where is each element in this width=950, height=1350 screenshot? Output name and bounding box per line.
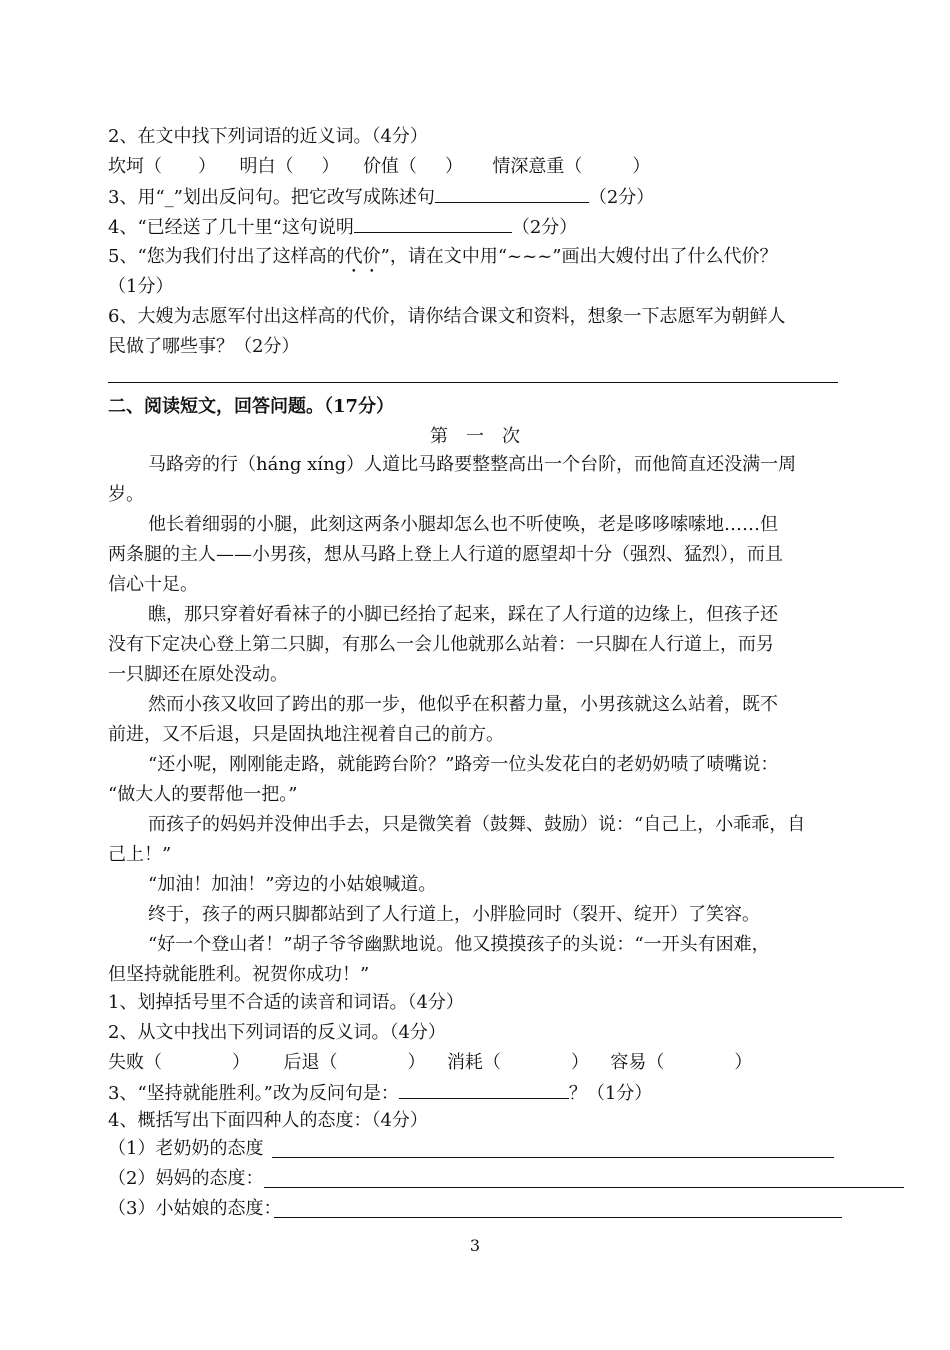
bracket-close: ） bbox=[407, 1052, 426, 1073]
passage-title: 第 一 次 bbox=[430, 426, 520, 447]
attitude-label: （2）妈妈的态度： bbox=[108, 1168, 264, 1189]
s2-question-2: 2、从文中找出下列词语的反义词。（4分） bbox=[108, 1022, 446, 1043]
passage-line: “做大人的要帮他一把。” bbox=[108, 784, 298, 805]
bracket-close: ） bbox=[734, 1052, 753, 1073]
s2-question-1: 1、划掉括号里不合适的读音和词语。（4分） bbox=[108, 992, 464, 1013]
passage-line: 一只脚还在原处没动。 bbox=[108, 664, 288, 685]
question-4 bbox=[108, 214, 577, 241]
bracket-close: ） bbox=[232, 1052, 250, 1073]
passage-line: 前进，又不后退，只是固执地注视着自己的前方。 bbox=[108, 724, 504, 745]
q4-text: 4、“已经送了几十里“这句说明 bbox=[108, 217, 354, 238]
passage-line: 己上！” bbox=[108, 844, 172, 865]
passage-line: 信心十足。 bbox=[108, 574, 198, 595]
passage-line: 然而小孩又收回了跨出的那一步，他似乎在积蓄力量，小男孩就这么站着，既不 bbox=[148, 694, 778, 715]
passage-line: “加油！加油！”旁边的小姑娘喊道。 bbox=[148, 874, 437, 895]
passage-line: 两条腿的主人——小男孩，想从马路上登上人行道的愿望却十分（强烈、猛烈），而且 bbox=[108, 544, 783, 565]
passage-line: 但坚持就能胜利。祝贺你成功！” bbox=[108, 964, 370, 985]
question-6-line1: 6、大嫂为志愿军付出这样高的代价，请你结合课文和资料，想象一下志愿军为朝鲜人 bbox=[108, 306, 786, 327]
s2-question-4: 4、概括写出下面四种人的态度：（4分） bbox=[108, 1110, 428, 1131]
passage-line: 马路旁的行（háng xíng）人道比马路要整整高出一个台阶，而他简直还没满一周 bbox=[148, 454, 797, 475]
word-kanke: 坎坷（ bbox=[108, 156, 162, 177]
q5-text-b: ”，请在文中用“~~~”画出大嫂付出了什么代价？ bbox=[380, 246, 778, 267]
answer-line[interactable] bbox=[274, 1217, 842, 1218]
bracket-close: ） bbox=[632, 156, 651, 177]
attitude-girl bbox=[108, 1196, 281, 1222]
passage-line: “好一个登山者！”胡子爷爷幽默地说。他又摸摸孩子的头说：“一开头有困难， bbox=[148, 934, 770, 955]
attitude-label: （1）老奶奶的态度 bbox=[108, 1138, 264, 1159]
word-xiaohao: 消耗（ bbox=[446, 1052, 501, 1073]
answer-blank[interactable] bbox=[435, 184, 589, 203]
passage-line: 没有下定决心登上第二只脚，有那么一会儿他就那么站着：一只脚在人行道上，而另 bbox=[108, 634, 774, 655]
section-heading: 二、阅读短文，回答问题。（17分） bbox=[108, 396, 395, 417]
word-jiazhi: 价值（ bbox=[362, 156, 417, 177]
passage-line: 岁。 bbox=[108, 484, 144, 505]
word-rongyi: 容易（ bbox=[610, 1052, 665, 1073]
question-5-score: （1分） bbox=[108, 276, 174, 297]
bracket-close: ） bbox=[570, 1052, 589, 1073]
passage-line: 而孩子的妈妈并没伸出手去，只是微笑着（鼓舞、鼓励）说：“自己上，小乖乖，自 bbox=[148, 814, 806, 835]
answer-line[interactable] bbox=[108, 382, 838, 383]
q3-text: 3、用“_”划出反问句。把它改写成陈述句 bbox=[108, 187, 435, 208]
attitude-grandma bbox=[108, 1136, 263, 1162]
word-shibai: 失败（ bbox=[108, 1052, 162, 1073]
answer-line[interactable] bbox=[272, 1157, 834, 1158]
question-2: 2、在文中找下列词语的近义词。（4分） bbox=[108, 126, 428, 147]
passage-line: “还小呢，刚刚能走路，就能跨台阶？”路旁一位头发花白的老奶奶啧了啧嘴说： bbox=[148, 754, 779, 775]
question-3 bbox=[108, 184, 654, 211]
word-mingbai: 明白（ bbox=[239, 156, 294, 177]
question-6-line2: 民做了哪些事？（2分） bbox=[108, 336, 300, 357]
word-houtui: 后退（ bbox=[283, 1052, 338, 1073]
answer-blank[interactable] bbox=[399, 1080, 569, 1099]
bracket-close: ） bbox=[444, 156, 463, 177]
attitude-label: （3）小姑娘的态度： bbox=[108, 1198, 282, 1219]
antonym-words-row bbox=[108, 1050, 752, 1076]
attitude-mother bbox=[108, 1166, 263, 1192]
passage-line: 终于，孩子的两只脚都站到了人行道上，小胖脸同时（裂开、绽开）了笑容。 bbox=[148, 904, 760, 925]
q5-text-a: 5、“您为我们付出了这样高的 bbox=[108, 246, 345, 267]
question-5 bbox=[108, 244, 778, 277]
bracket-close: ） bbox=[321, 156, 340, 177]
word-qingshen: 情深意重（ bbox=[492, 156, 583, 177]
answer-line[interactable] bbox=[264, 1187, 904, 1188]
s2-question-3 bbox=[108, 1080, 652, 1107]
dotted-word: 代价 bbox=[344, 246, 381, 267]
bracket-close: ） bbox=[198, 156, 216, 177]
answer-blank[interactable] bbox=[354, 214, 512, 233]
q3-score: （2分） bbox=[588, 187, 655, 208]
q4-score: （2分） bbox=[511, 217, 578, 238]
page-number: 3 bbox=[469, 1236, 481, 1255]
passage-line: 他长着细弱的小腿，此刻这两条小腿却怎么也不听使唤，老是哆哆嗦嗦地……但 bbox=[148, 514, 778, 535]
synonym-words-row bbox=[108, 154, 650, 180]
s2-q3-suffix: ？（1分） bbox=[568, 1083, 653, 1104]
passage-line: 瞧，那只穿着好看袜子的小脚已经抬了起来，踩在了人行道的边缘上，但孩子还 bbox=[148, 604, 778, 625]
s2-q3-text: 3、“坚持就能胜利。”改为反问句是： bbox=[108, 1083, 399, 1104]
